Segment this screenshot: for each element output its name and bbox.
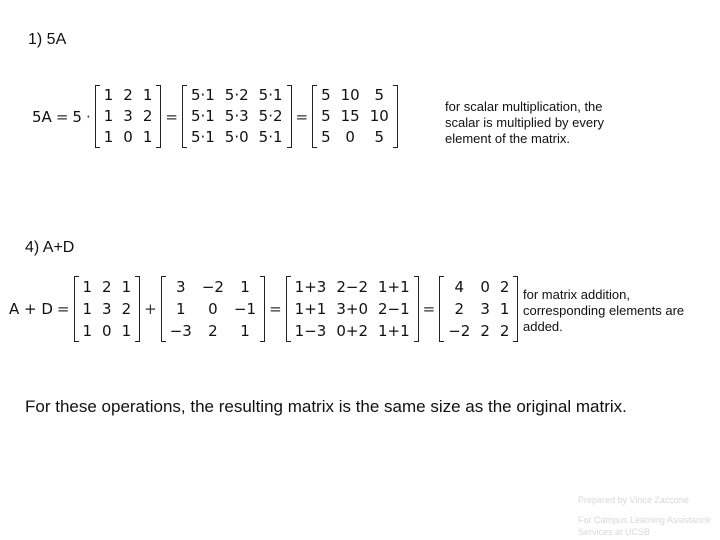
matrix-cell: 2 [121,300,132,318]
matrix-cell: 1+1 [377,322,410,340]
matrix-expanded [286,276,419,342]
matrix-cell: 1 [82,278,93,296]
matrix-cell: 15 [340,107,360,125]
matrix-cell: −2 [201,278,224,296]
matrix-cell: 0 [123,128,133,146]
matrix-result [439,276,518,342]
matrix-cell: 1 [121,278,132,296]
matrix-cell: 3+0 [336,300,368,318]
matrix-cell: 5·1 [190,86,215,104]
matrix-a [95,85,162,148]
matrix-cell: 3 [176,278,186,296]
summary-statement: For these operations, the resulting matrix is the same size as the original matrix. [25,397,627,416]
eq2-equals-2: = [269,300,282,318]
matrix-cell: 1 [82,300,93,318]
credit-line-1: Prepared by Vince Zaccone [578,495,689,505]
matrix-cell: 1 [103,107,114,125]
matrix-cell: 5 [321,86,331,104]
matrix-cell: 5 [374,128,385,146]
matrix-cell: 10 [369,107,389,125]
eq1-scalar: 5 [72,107,82,126]
matrix-cell: 2 [499,322,510,340]
matrix-cell: 2 [454,300,465,318]
matrix-cell: 1+3 [294,278,327,296]
matrix-cell: 2 [499,278,510,296]
matrix-cell: 1 [240,322,250,340]
matrix-cell: 5·2 [224,86,249,104]
matrix-d [161,276,265,342]
eq1-equals-1: = [55,107,69,126]
matrix-cell: 5·0 [224,128,249,146]
matrix-expanded [182,85,292,148]
matrix-cell: −2 [448,322,471,340]
scalar-multiplication-equation [30,85,400,148]
section2-heading: 4) A+D [25,239,75,256]
matrix-cell: 2 [142,107,153,125]
matrix-cell: 1+1 [294,300,327,318]
eq2-plus: + [144,300,157,318]
matrix-cell: 3 [102,300,112,318]
matrix-cell: 1 [121,322,132,340]
eq1-lhs: 5A [32,107,52,126]
matrix-cell: 1 [142,128,153,146]
eq2-lhs: A + D [9,300,53,318]
matrix-cell: 1 [499,300,510,318]
matrix-cell: 5 [374,86,385,104]
matrix-cell: 1 [103,128,114,146]
matrix-cell: 5·1 [258,128,283,146]
matrix-cell: 5 [321,128,331,146]
matrix-result [312,85,398,148]
matrix-cell: 0 [480,278,490,296]
matrix-cell: 5·1 [190,128,215,146]
matrix-cell: 2 [480,322,490,340]
matrix-cell: 0 [345,128,355,146]
matrix-cell: 10 [340,86,360,104]
matrix-cell: 5·1 [258,86,283,104]
matrix-cell: −3 [169,322,192,340]
matrix-cell: 1−3 [294,322,327,340]
matrix-cell: 5·1 [190,107,215,125]
matrix-cell: 1 [103,86,114,104]
matrix-cell: 5·3 [224,107,249,125]
eq1-equals-2: = [165,107,178,126]
matrix-cell: 0 [102,322,112,340]
matrix-cell: 1 [82,322,93,340]
matrix-cell: 2 [208,322,218,340]
section1-heading: 1) 5A [28,31,67,48]
matrix-cell: −1 [233,300,257,318]
matrix-cell: 2 [123,86,133,104]
matrix-a [74,276,141,342]
matrix-cell: 3 [480,300,490,318]
matrix-cell: 5 [321,107,331,125]
eq1-equals-3: = [295,107,309,126]
matrix-cell: 2−1 [377,300,410,318]
matrix-addition-note: for matrix addition, corresponding elements are added. [523,287,685,334]
matrix-addition-equation [7,276,520,342]
matrix-cell: 2−2 [336,278,368,296]
matrix-cell: 4 [454,278,465,296]
credit-line-2: For Campus Learning Assistance Services at UCSB [578,515,711,537]
matrix-cell: 0 [208,300,218,318]
eq2-equals-1: = [56,300,70,318]
matrix-cell: 5·2 [258,107,283,125]
matrix-cell: 0+2 [336,322,368,340]
eq1-dot: · [85,107,91,126]
eq2-equals-3: = [422,300,436,318]
matrix-cell: 1 [240,278,250,296]
scalar-multiplication-note: for scalar multiplication, the scalar is multiplied by every element of the matrix. [445,99,604,146]
matrix-cell: 1+1 [377,278,410,296]
matrix-cell: 3 [123,107,133,125]
matrix-cell: 1 [142,86,153,104]
matrix-cell: 2 [102,278,112,296]
matrix-cell: 1 [176,300,186,318]
